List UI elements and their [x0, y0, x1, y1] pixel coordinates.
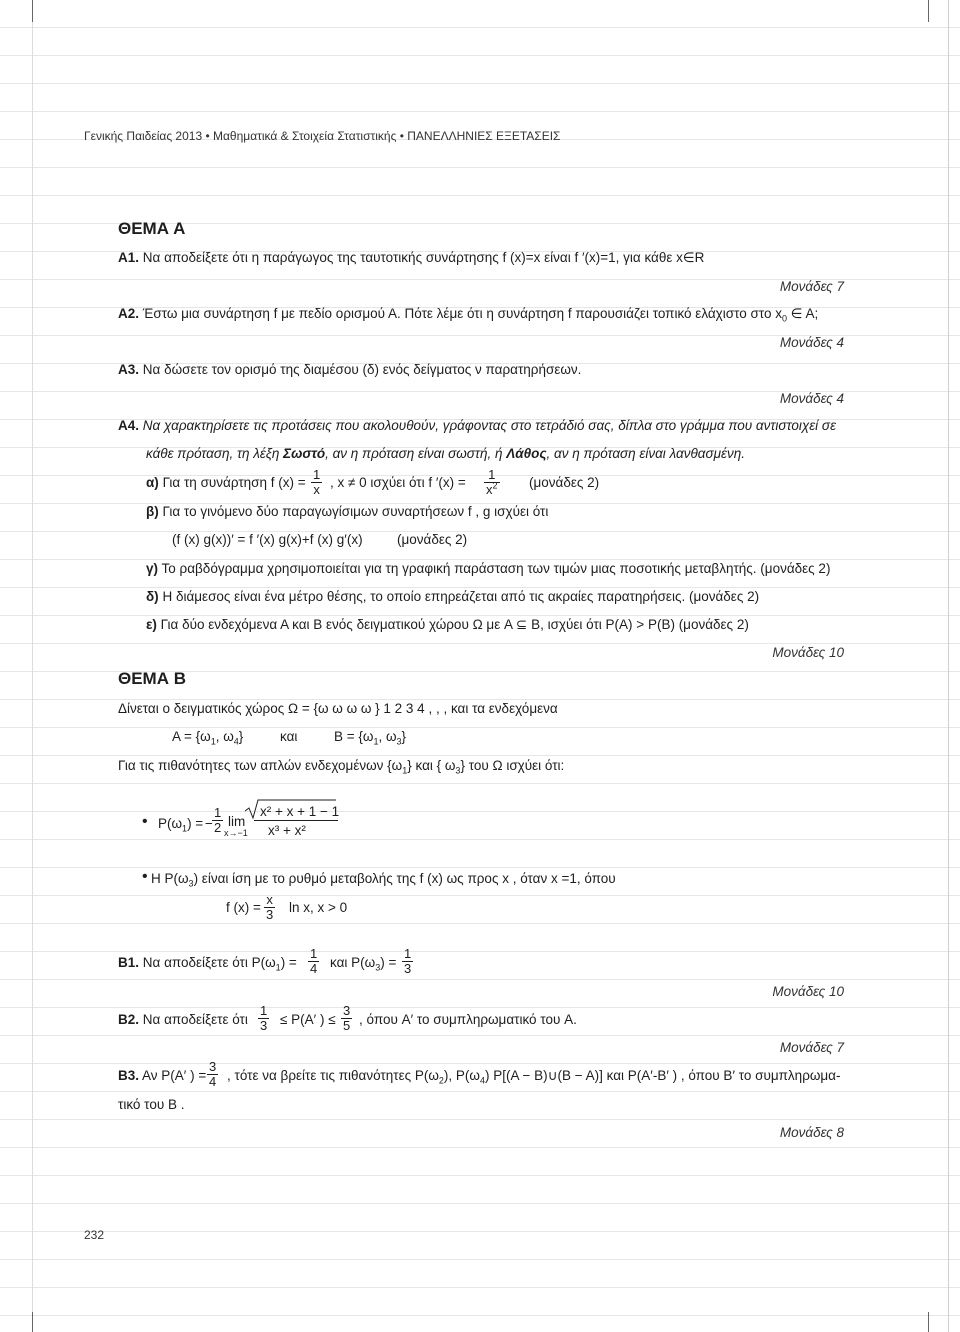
question-label: Α2. — [118, 306, 140, 321]
and-word: και — [280, 729, 298, 744]
page-frame-right — [948, 0, 949, 1332]
denominator: 3 — [266, 907, 274, 922]
fraction-one-over-x — [311, 468, 322, 497]
numerator: 1 — [310, 946, 318, 961]
limit-subscript: x→−1 — [224, 828, 248, 838]
limit-denominator: x³ + x² — [268, 823, 306, 838]
crop-mark-bottom-left — [32, 1312, 33, 1332]
question-b1 — [118, 955, 297, 971]
numerator: 1 — [404, 946, 412, 961]
numerator: 1 — [313, 467, 321, 482]
limit-operator: lim — [228, 814, 246, 829]
crop-mark-top-left — [32, 0, 33, 22]
fraction-one-third-b2 — [258, 1004, 269, 1033]
units-a1: Μονάδες 7 — [779, 279, 844, 294]
question-tail: ∈ A; — [787, 306, 819, 321]
question-a4-line2 — [146, 446, 745, 462]
product-rule-formula: (f (x) g(x))′ = f ′(x) g(x)+f (x) g′(x) — [172, 532, 363, 547]
denominator: 3 — [404, 961, 412, 976]
complement-text: , όπου A′ το συμπληρωματικό του A. — [359, 1012, 577, 1027]
numerator: 1 — [214, 805, 222, 820]
fraction-three-quarters — [207, 1060, 218, 1089]
subscript: 1 — [210, 736, 216, 747]
limit-numerator: x² + x + 1 − 1 — [260, 804, 340, 819]
subscript: 1 — [402, 765, 408, 776]
function-definition-lhs: f (x) = — [226, 900, 261, 915]
denominator: 3 — [260, 1018, 268, 1033]
set-a — [172, 729, 243, 745]
word-correct: Σωστό — [283, 446, 326, 461]
units-a2: Μονάδες 4 — [779, 335, 844, 350]
text-fragment: } του Ω ισχύει ότι: — [460, 758, 565, 773]
question-label: Β1. — [118, 955, 140, 970]
text-fragment: ) = — [280, 955, 297, 970]
units-b2: Μονάδες 7 — [779, 1040, 844, 1055]
text-fragment: ) = — [187, 816, 204, 831]
page-frame-left — [32, 0, 33, 1332]
question-label: Α1. — [118, 250, 140, 265]
text-fragment: A = {ω — [172, 729, 211, 744]
statement-label: α) — [146, 475, 159, 490]
text-fragment: P(ω — [158, 816, 183, 831]
denominator: 5 — [343, 1018, 351, 1033]
page-number: 232 — [84, 1228, 105, 1242]
subscript: 3 — [375, 962, 381, 973]
word-wrong: Λάθος — [506, 446, 547, 461]
subscript: 4 — [233, 736, 239, 747]
question-text: Να δώσετε τον ορισμό της διαμέσου (δ) ενός δείγματος ν παρατηρήσεων. — [142, 362, 582, 377]
text-fragment: ) P[(A − B)∪(B − A)] και P(A′-B′ ) , όπου B′ το συμπληρωμα- — [484, 1068, 841, 1083]
inequality-text: ≤ P(A′ ) ≤ — [280, 1012, 336, 1027]
function-definition-rhs: ln x, x > 0 — [289, 900, 348, 915]
text-fragment: , ω — [378, 729, 397, 744]
subscript: 1 — [373, 736, 379, 747]
question-b2 — [118, 1012, 248, 1028]
subscript: 3 — [455, 765, 461, 776]
fraction-three-fifths — [341, 1004, 352, 1033]
theme-b-intro: Δίνεται ο δειγματικός χώρος Ω = {ω ω ω ω } 1 2 3 4 , , , και τα ενδεχόμενα — [118, 701, 558, 716]
question-a2 — [118, 306, 818, 322]
text-fragment: κάθε πρόταση, τη λέξη — [146, 446, 284, 461]
fraction-one-quarter — [308, 947, 319, 976]
question-label: Α4. — [118, 418, 140, 433]
text-fragment: } — [238, 729, 244, 744]
text-fragment: ), P(ω — [443, 1068, 480, 1083]
minus-sign: − — [205, 816, 213, 831]
statement-text-2: B, ισχύει ότι P(A) > P(B) (μονάδες 2) — [531, 617, 749, 632]
statement-text: Για δύο ενδεχόμενα Α και Β ενός δειγματικού χώρου Ω με A — [160, 617, 513, 632]
text-fragment: και P(ω — [330, 955, 376, 970]
set-b — [334, 729, 406, 745]
statement-epsilon — [146, 617, 749, 633]
text-fragment: ) = — [380, 955, 397, 970]
running-header: Γενικής Παιδείας 2013 • Μαθηματικά & Στοιχεία Στατιστικής • ΠΑΝΕΛΛΗΝΙΕΣ ΕΞΕΤΑΣΕΙΣ — [84, 129, 561, 143]
statement-text: Για το γινόμενο δύο παραγωγίσιμων συναρτήσεων f , g ισχύει ότι — [162, 504, 549, 519]
numerator: x — [264, 893, 275, 908]
statement-label: δ) — [146, 589, 159, 604]
statement-label: β) — [146, 504, 159, 519]
marks-alpha: (μονάδες 2) — [529, 475, 600, 490]
subscript: 2 — [438, 1075, 444, 1086]
marks-beta: (μονάδες 2) — [397, 532, 468, 547]
subscript: 3 — [188, 878, 194, 889]
question-b3-line2: τικό του B . — [118, 1097, 185, 1112]
question-text: Να χαρακτηρίσετε τις προτάσεις που ακολουθούν, γράφοντας στο τετράδιό σας, δίπλα στο γράμμα που αντιστοιχεί σε — [142, 418, 837, 433]
statement-label: γ) — [146, 561, 159, 576]
question-b1-part2 — [330, 955, 396, 971]
units-b3: Μονάδες 8 — [779, 1125, 844, 1140]
text-fragment: ) είναι ίση με το ρυθμό μεταβολής της f (x) ως προς x , όταν x =1, όπου — [193, 871, 616, 886]
statement-alpha — [146, 475, 306, 491]
statement-beta — [146, 504, 548, 520]
text-fragment: , αν η πρόταση είναι σωστή, ή — [325, 446, 507, 461]
sqrt-symbol — [244, 800, 248, 804]
units-a3: Μονάδες 4 — [779, 391, 844, 406]
text-fragment: B = {ω — [334, 729, 374, 744]
question-b3-rest — [227, 1068, 841, 1084]
question-a4-line1 — [118, 418, 836, 434]
fraction-one-over-x-squared — [484, 468, 500, 497]
text-fragment: Αν P(A′ ) = — [142, 1068, 207, 1083]
numerator: 3 — [209, 1059, 217, 1074]
text-fragment: } και { ω — [407, 758, 456, 773]
text-fragment: Για τις πιθανότητες των απλών ενδεχομένων {ω — [118, 758, 403, 773]
denominator: 2 — [214, 820, 222, 835]
denominator: 4 — [310, 961, 318, 976]
bullet-dot: • — [142, 868, 148, 885]
text-fragment: Να αποδείξετε ότι P(ω — [142, 955, 276, 970]
statement-text: Για τη συνάρτηση f (x) = — [162, 475, 306, 490]
denominator: 4 — [209, 1074, 217, 1089]
text-fragment: Η P(ω — [151, 871, 189, 886]
units-a4: Μονάδες 10 — [772, 645, 844, 660]
statement-text: Το ραβδόγραμμα χρησιμοποιείται για τη γραφική παράσταση των τιμών μιας ποσοτικής μεταβλητής. (μονάδες 2) — [161, 561, 831, 576]
numerator: 1 — [484, 468, 500, 483]
fraction-one-half — [212, 806, 223, 835]
statement-text: Η διάμεσος είναι ένα μέτρο θέσης, το οποίο επηρεάζεται από τις ακραίες παρατηρήσεις. (μονάδες 2) — [162, 589, 760, 604]
subscript: 1 — [275, 962, 281, 973]
probability-line — [118, 758, 564, 774]
numerator: 1 — [260, 1003, 268, 1018]
crop-mark-bottom-right — [928, 1312, 929, 1332]
text-fragment: } — [401, 729, 407, 744]
question-a1 — [118, 250, 704, 266]
statement-gamma — [146, 561, 830, 577]
question-a3 — [118, 362, 581, 378]
numerator: 3 — [343, 1003, 351, 1018]
subset-symbol: ⊆ — [516, 617, 528, 632]
text-fragment: , τότε να βρείτε τις πιθανότητες P(ω — [227, 1068, 439, 1083]
question-text: Να αποδείξετε ότι η παράγωγος της ταυτοτικής συνάρτησης f (x)=x είναι f ′(x)=1, για κάθε x∈R — [142, 250, 705, 265]
subscript: 3 — [396, 736, 402, 747]
denominator — [484, 480, 500, 497]
bullet1-lhs — [158, 816, 203, 832]
fraction-one-third — [402, 947, 413, 976]
question-text: Έστω μια συνάρτηση f με πεδίο ορισμού Α. Πότε λέμε ότι η συνάρτηση f παρουσιάζει τοπικό ελάχιστο στο x — [142, 306, 782, 321]
crop-mark-top-right — [928, 0, 929, 22]
text-fragment: Να αποδείξετε ότι — [142, 1012, 248, 1027]
statement-delta — [146, 589, 759, 605]
denominator: x — [313, 482, 320, 497]
question-b3 — [118, 1068, 206, 1084]
fraction-bar — [254, 820, 338, 821]
denominator-base: x — [486, 482, 493, 497]
statement-label: ε) — [146, 617, 157, 632]
bullet2-text — [151, 871, 616, 887]
theme-b-title: ΘΕΜΑ Β — [118, 669, 186, 688]
subscript: 1 — [182, 823, 188, 834]
fraction-x-over-3 — [264, 893, 275, 922]
subscript: 0 — [781, 313, 787, 324]
text-fragment: , ω — [215, 729, 234, 744]
units-b1: Μονάδες 10 — [772, 984, 844, 999]
statement-text-2: , x ≠ 0 ισχύει ότι f ′(x) = — [330, 475, 466, 490]
exponent: 2 — [492, 480, 498, 491]
theme-a-title: ΘΕΜΑ Α — [118, 219, 186, 238]
question-label: Α3. — [118, 362, 140, 377]
bullet-dot: • — [142, 813, 148, 830]
text-fragment: , αν η πρόταση είναι λανθασμένη. — [546, 446, 745, 461]
question-label: Β2. — [118, 1012, 140, 1027]
question-label: Β3. — [118, 1068, 140, 1083]
subscript: 4 — [479, 1075, 485, 1086]
